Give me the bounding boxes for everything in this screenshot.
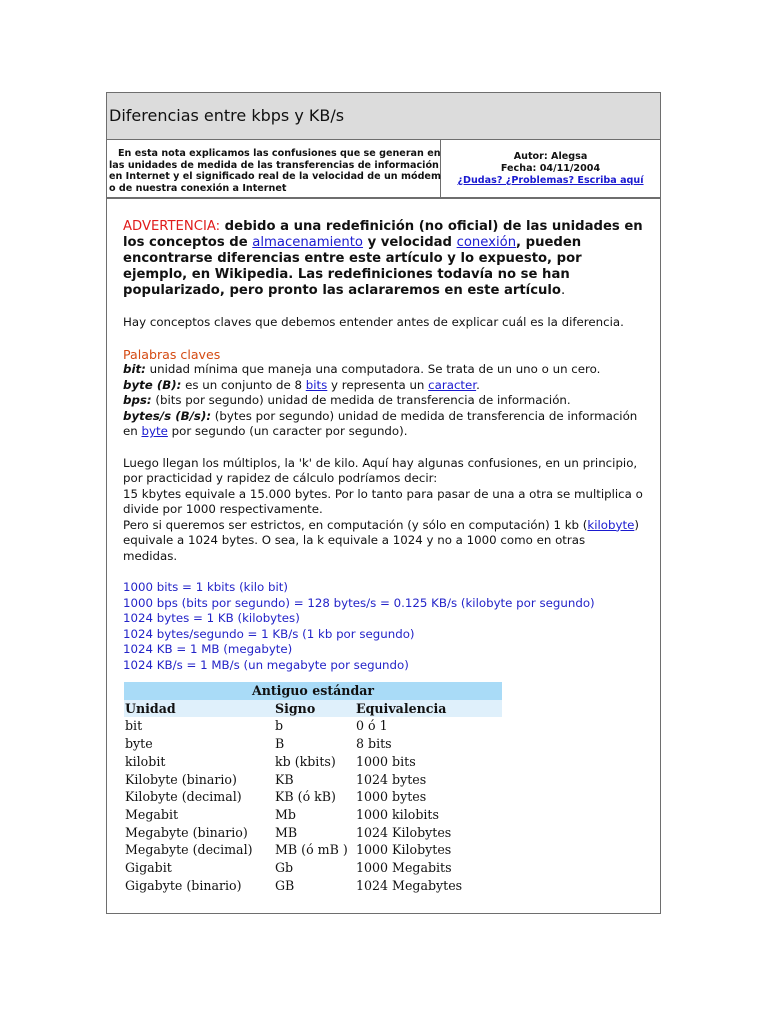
caracter-link[interactable]: caracter (428, 377, 477, 392)
table-cell: Megabyte (binario) (125, 824, 248, 840)
table-row (124, 824, 502, 842)
table-cell: Kilobyte (binario) (125, 771, 237, 787)
keyword-bps (123, 393, 643, 409)
page-title: Diferencias entre kbps y KB/s (109, 106, 345, 125)
warning-text: debido a una redefinición (no oficial) de las unidades en los conceptos de (123, 219, 643, 250)
table-row (124, 717, 502, 735)
table-cell: 0 ó 1 (356, 718, 388, 734)
table-cell: B (275, 736, 285, 752)
table-cell: MB (275, 824, 298, 840)
multiples-paragraph (123, 518, 643, 534)
table-cell: GB (275, 877, 295, 893)
kilobyte-link[interactable]: kilobyte (587, 517, 635, 532)
warning-text: , pueden encontrarse diferencias entre este artículo y lo expuesto, por ejemplo, en Wikipedia. Las redefiniciones todavía no se han popularizado, pero pronto las aclararemos en este artículo (123, 235, 582, 298)
table-cell: kilobit (125, 753, 166, 769)
table-cell: KB (275, 771, 294, 787)
keyword-bytes-per-second (123, 409, 643, 440)
summary-line: o de nuestra conexión a Internet (109, 182, 287, 194)
multiples-text: Pero si queremos ser estrictos, en computación (y sólo en computación) 1 kb ( (123, 517, 588, 532)
multiples-paragraph: 15 kbytes equivale a 15.000 bytes. Por lo tanto para pasar de una a otra se multiplica o divide por 1000 respectivamente. (123, 486, 643, 516)
table-cell: kb (kbits) (275, 753, 336, 769)
help-link[interactable]: ¿Dudas? ¿Problemas? Escriba aquí (457, 175, 644, 186)
storage-link[interactable]: almacenamiento (252, 235, 363, 250)
table-cell: b (275, 718, 284, 734)
date-label: Fecha: 04/11/2004 (500, 163, 601, 174)
table-cell: 1000 kilobits (356, 806, 439, 822)
table-cell: 1000 Megabits (356, 860, 452, 876)
units-table (124, 682, 502, 894)
table-cell: 1000 Kilobytes (356, 842, 452, 858)
table-cell: Gb (275, 860, 294, 876)
table-row (124, 806, 502, 824)
title-bar (107, 93, 660, 140)
equivalence-line: 1024 bytes = 1 KB (kilobytes) (123, 611, 300, 625)
keyword-definition: es un conjunto de 8 (181, 377, 306, 392)
keyword-term: bytes/s (B/s): (123, 408, 212, 423)
keyword-term: byte (B): (123, 377, 182, 392)
keywords-title: Palabras claves (123, 346, 221, 362)
equivalence-line: 1024 KB/s = 1 MB/s (un megabyte por segundo) (123, 657, 409, 672)
equivalence-list (123, 580, 643, 673)
table-cell: 1024 Megabytes (356, 877, 463, 893)
table-cell: MB (ó mB ) (275, 842, 348, 858)
multiples-paragraph: Luego llegan los múltiplos, la 'k' de kilo. Aquí hay algunas confusiones, en un principio, por practicidad y rapidez de cálculo podríamos decir: (123, 455, 638, 485)
keyword-definition: unidad mínima que maneja una computadora. Se trata de un uno o un cero. (145, 362, 601, 376)
equivalence-line: 1000 bps (bits por segundo) = 128 bytes/s = 0.125 KB/s (kilobyte por segundo) (123, 595, 595, 610)
author-box (441, 139, 660, 209)
article-frame (106, 92, 661, 914)
keyword-term: bps: (123, 393, 152, 407)
table-row (124, 735, 502, 753)
keyword-definition: (bytes por segundo) unidad de medida de transferencia de información en (123, 408, 638, 438)
table-cell: Gigabit (125, 860, 172, 876)
keyword-definition: . (476, 377, 480, 392)
connection-link[interactable]: conexión (456, 235, 517, 250)
warning-label: ADVERTENCIA: (123, 219, 221, 234)
table-cell: 1000 bytes (356, 789, 427, 805)
byte-link[interactable]: byte (141, 424, 168, 438)
keyword-byte (123, 378, 643, 394)
table-cell: bit (125, 718, 143, 734)
warning-text: y velocidad (362, 235, 457, 250)
table-cell: byte (125, 736, 153, 752)
keyword-definition: por segundo (un caracter por segundo). (167, 424, 408, 438)
table-cell: Megabyte (decimal) (125, 842, 253, 858)
table-cell: Mb (275, 806, 296, 822)
bits-link[interactable]: bits (305, 377, 328, 392)
summary-line: en Internet y el significado real de la velocidad de un módem (109, 171, 441, 182)
equivalence-line: 1024 bytes/segundo = 1 KB/s (1 kb por segundo) (123, 626, 415, 641)
table-caption: Antiguo estándar (124, 682, 502, 700)
table-row (124, 788, 502, 806)
multiples-text: ) (634, 517, 639, 532)
table-row (124, 877, 502, 895)
table-cell: 8 bits (356, 736, 392, 752)
table-row (124, 753, 502, 771)
multiples-paragraph: equivale a 1024 bytes. O sea, la k equivale a 1024 y no a 1000 como en otras medidas. (123, 533, 586, 563)
warning-end: . (561, 283, 566, 298)
keyword-term: bit: (123, 362, 146, 376)
column-header: Equivalencia (356, 700, 502, 718)
article-summary (107, 139, 441, 197)
column-header: Signo (275, 700, 356, 718)
table-cell: Gigabyte (binario) (125, 877, 242, 893)
summary-line: En esta nota explicamos las confusiones que se generan en (118, 148, 441, 159)
table-row (124, 771, 502, 789)
table-cell: 1024 Kilobytes (356, 824, 452, 840)
info-row (107, 139, 660, 199)
column-header: Unidad (124, 700, 275, 718)
table-cell: Kilobyte (decimal) (125, 789, 242, 805)
keyword-bit (123, 362, 643, 378)
keyword-definition: (bits por segundo) unidad de medida de transferencia de información. (151, 393, 571, 407)
table-row (124, 859, 502, 877)
table-row (124, 841, 502, 859)
article-body (123, 219, 643, 673)
table-cell: 1000 bits (356, 753, 416, 769)
table-cell: KB (ó kB) (275, 789, 336, 805)
table-header-row (124, 700, 502, 718)
equivalence-line: 1024 KB = 1 MB (megabyte) (123, 642, 293, 656)
table-cell: 1024 bytes (356, 771, 427, 787)
keyword-definition: y representa un (327, 377, 429, 392)
table-cell: Megabit (125, 806, 179, 822)
author-label: Autor: Alegsa (513, 151, 588, 162)
summary-line: las unidades de medida de las transferencias de información (109, 159, 439, 171)
equivalence-line: 1000 bits = 1 kbits (kilo bit) (123, 580, 289, 594)
warning-paragraph (123, 219, 643, 299)
intro-paragraph: Hay conceptos claves que debemos entender antes de explicar cuál es la diferencia. (123, 315, 624, 329)
